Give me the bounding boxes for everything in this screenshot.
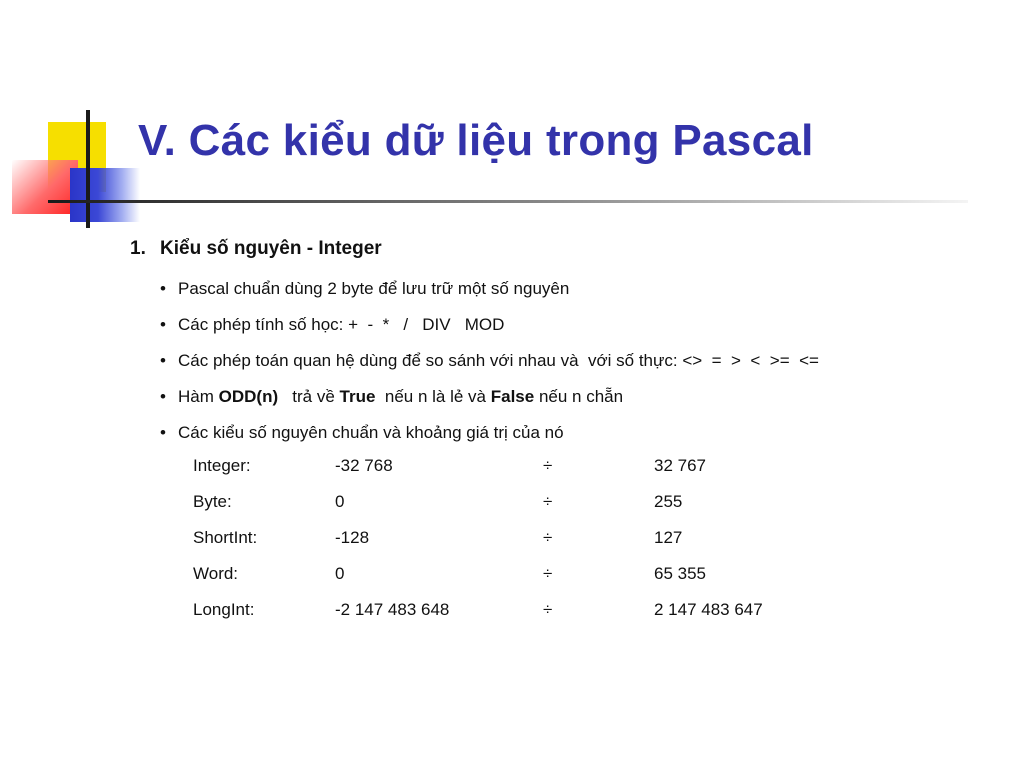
bullet-item xyxy=(160,350,819,386)
bullet-text: Các phép toán quan hệ dùng để so sánh với nhau và với số thực: <> = > < >= <= xyxy=(178,351,819,370)
table-row xyxy=(193,563,814,599)
type-max: 32 767 xyxy=(654,456,706,475)
bullet-text-part: Hàm xyxy=(178,387,219,406)
bullet-item xyxy=(160,422,819,458)
range-separator: ÷ xyxy=(543,564,553,583)
table-row xyxy=(193,491,814,527)
bullet-text: Các kiểu số nguyên chuẩn và khoảng giá trị của nó xyxy=(178,423,564,442)
type-min: -2 147 483 648 xyxy=(335,600,450,619)
type-name: Byte: xyxy=(193,492,232,511)
range-separator: ÷ xyxy=(543,528,553,547)
section-number: 1. xyxy=(130,238,146,259)
type-max: 255 xyxy=(654,492,683,511)
type-min: 0 xyxy=(335,492,345,511)
type-name: LongInt: xyxy=(193,600,255,619)
slide-title: V. Các kiểu dữ liệu trong Pascal xyxy=(138,116,814,165)
range-separator: ÷ xyxy=(543,600,553,619)
decor-red-square xyxy=(12,160,78,214)
bullet-dot: • xyxy=(160,315,166,334)
type-max: 127 xyxy=(654,528,683,547)
bullet-text-part: trả về xyxy=(278,387,340,406)
range-separator: ÷ xyxy=(543,492,553,511)
bullet-dot: • xyxy=(160,351,166,370)
type-name: Integer: xyxy=(193,456,251,475)
bullet-text-part: nếu n là lẻ và xyxy=(375,387,491,406)
range-separator: ÷ xyxy=(543,456,553,475)
bullet-dot: • xyxy=(160,387,166,406)
bullet-text: Các phép tính số học: + - * / DIV MOD xyxy=(178,315,505,334)
bullet-dot: • xyxy=(160,423,166,442)
type-min: -32 768 xyxy=(335,456,393,475)
bullet-text: Pascal chuẩn dùng 2 byte để lưu trữ một số nguyên xyxy=(178,279,570,298)
type-min: 0 xyxy=(335,564,345,583)
bullet-text-part: nếu n chẵn xyxy=(534,387,624,406)
function-name: ODD(n) xyxy=(218,387,279,406)
type-max: 65 355 xyxy=(654,564,706,583)
type-max: 2 147 483 647 xyxy=(654,600,763,619)
section-heading-text: Kiểu số nguyên - Integer xyxy=(160,238,382,259)
table-row xyxy=(193,455,814,491)
keyword-true: True xyxy=(339,387,376,406)
keyword-false: False xyxy=(490,387,535,406)
table-row xyxy=(193,599,814,635)
bullet-item xyxy=(160,278,819,314)
table-row xyxy=(193,527,814,563)
bullet-item xyxy=(160,314,819,350)
type-name: Word: xyxy=(193,564,239,583)
type-min: -128 xyxy=(335,528,370,547)
decor-blue-square xyxy=(70,168,140,222)
bullet-dot: • xyxy=(160,279,166,298)
decor-vertical-line xyxy=(86,110,90,228)
bullet-list xyxy=(160,278,819,458)
title-divider-line xyxy=(48,200,968,203)
section-heading xyxy=(130,238,382,260)
bullet-item xyxy=(160,386,819,422)
type-name: ShortInt: xyxy=(193,528,258,547)
integer-range-table xyxy=(193,455,814,635)
